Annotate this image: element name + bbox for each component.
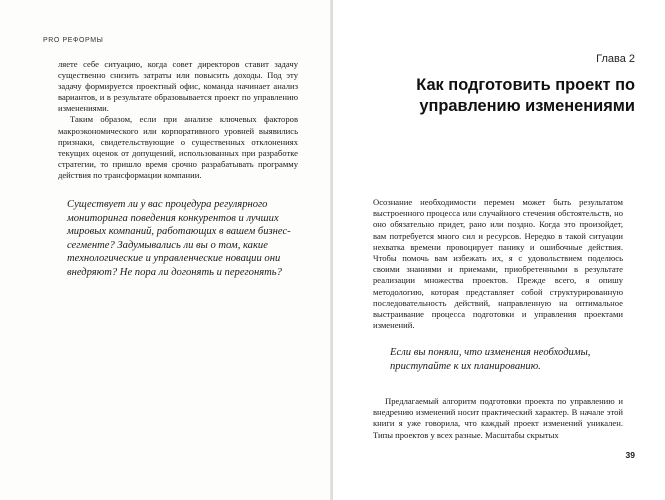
left-pull-quote: Существует ли у вас процедура регулярного мониторинга поведения конкурентов и лучших мировых компаний, работающих в вашем бизнес-сегменте? Задумывались ли вы о том, какие технологические и управленческие новации они внедряют? Не пора ли догонять и перегонять? bbox=[67, 199, 291, 278]
right-paragraph-1: Осознание необходимости перемен может быть результатом выстроенного процесса или случайного стечения обстоятельств, но оно обязательно придет, рано или поздно. Когда это произойдет, вам потребуется много сил и ресурсов. Нередко в такой ситуации нехватка времени провоцирует панику и ошибочные действия. Чтобы помочь вам избежать их, я с удовольствием поделюсь своими знаниями и приемами, приобретенными в результате реализации множества проектов. Прежде всего, я опишу методологию, которая представляет собой структурированную последовательность действий, направленную на оптимальное выстраивание процесса подготовки и управления проектами изменений. bbox=[373, 197, 623, 331]
chapter-label: Глава 2 bbox=[596, 53, 635, 65]
right-paragraph-2: Предлагаемый алгоритм подготовки проекта по управлению и внедрению изменений носит практический характер. В начале этой книги я уже говорила, что каждый проект изменений уникален. Типы проектов у всех разные. Масштабы скрытых bbox=[373, 396, 623, 440]
chapter-title: Как подготовить проект по управлению изменениями bbox=[416, 76, 635, 115]
right-body-text bbox=[373, 197, 623, 331]
left-paragraph-1: ляете себе ситуацию, когда совет директоров ставит задачу существенно снизить затраты или повысить доходы. Под эту задачу формируется проектный офис, команда начинает анализ вариантов, и в результате образовывается проект по управлению изменениями. bbox=[58, 59, 298, 114]
right-pull-quote: Если вы поняли, что изменения необходимы, приступайте к их планированию. bbox=[390, 347, 591, 372]
running-head: PRO РЕФОРМЫ bbox=[43, 37, 104, 44]
left-body-text bbox=[58, 59, 298, 181]
left-paragraph-2: Таким образом, если при анализе ключевых факторов макроэкономического или корпоративного уровней выявились признаки, свидетельствующие о существенных отклонениях текущих оценок от допущений, использованных при разработке стратегии, то пришло время срочно разрабатывать программу действия по трансформации компании. bbox=[58, 114, 298, 180]
left-page bbox=[0, 0, 331, 500]
page-number: 39 bbox=[625, 450, 635, 460]
